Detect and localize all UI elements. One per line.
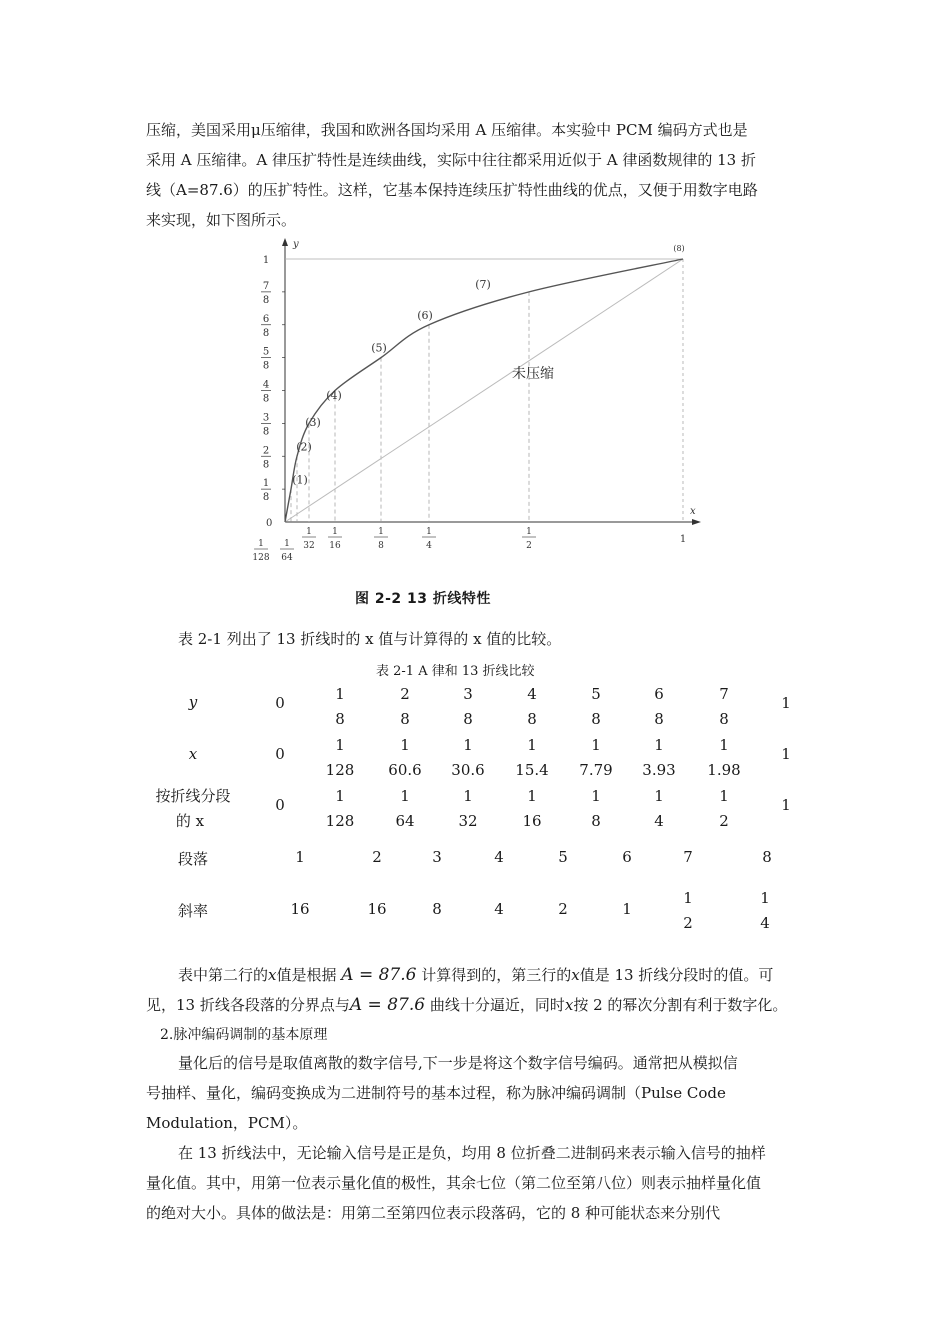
table-row-label-seg-x: 按折线分段 (155, 787, 231, 805)
y-tick-label (261, 445, 285, 470)
y-tick-den: 8 (262, 360, 270, 372)
table-slope-cell: 1 (622, 900, 632, 918)
table-segment-cell: 8 (762, 848, 772, 866)
body-paragraph-2 (146, 1138, 812, 1228)
body-paragraph-1 (146, 1048, 812, 1138)
intro-line: 线（A=87.6）的压扩特性。这样，它基本保持连续压扩特性曲线的优点，又便于用数字电路 (146, 181, 758, 199)
y-tick-den: 8 (262, 492, 270, 504)
y-tick-label (261, 347, 285, 372)
x-tick-label (280, 539, 294, 563)
table-slope-cell: 16 (290, 900, 310, 918)
table-row-label-slope: 斜率 (177, 902, 209, 920)
table-fraction-cell: 6 8 (654, 685, 664, 728)
figure-caption: 图 2-2 13 折线特性 (355, 591, 491, 607)
y-tick-label (261, 478, 285, 503)
x-tick-num: 1 (284, 539, 290, 549)
table-segment-cell: 5 (558, 848, 568, 866)
segment-label: (7) (475, 277, 491, 291)
table-slope-frac-7: 1 2 (683, 889, 693, 932)
origin-label: 0 (266, 518, 273, 529)
x-tick-den: 2 (526, 541, 532, 551)
after-table-line-2: 见，13 折线各段落的分界点与A = 87.6 曲线十分逼近，同时x按 2 的幂次分割有利于数字化。 (146, 995, 788, 1015)
x-tick-den: 4 (426, 541, 432, 551)
y-tick-label (261, 314, 285, 339)
x-end-label: 1 (679, 534, 687, 545)
uncompressed-line (285, 259, 683, 522)
y-tick-label (261, 412, 285, 437)
table-fraction-cell: 1 32 (458, 787, 478, 830)
segment-label: (4) (326, 388, 342, 402)
table-row-label-y: y (188, 693, 198, 711)
table-fraction-cell: 1 8 (591, 787, 601, 830)
table-segment-cell: 1 (295, 848, 305, 866)
table-segment-cell: 7 (683, 848, 693, 866)
chart-series (285, 259, 683, 522)
table-slope-cell: 8 (432, 900, 442, 918)
table-slope-frac-8: 1 4 (760, 889, 770, 932)
chart-x-ticks (252, 527, 686, 563)
table-slope-cell: 16 (367, 900, 387, 918)
table-row-last: 1 (781, 796, 791, 814)
intro-line: 压缩，美国采用μ压缩律，我国和欧洲各国均采用 A 压缩律。本实验中 PCM 编码方式也是 (146, 121, 748, 139)
table-fraction-cell: 1 30.6 (451, 736, 485, 779)
segment-label: (5) (371, 341, 387, 355)
section-heading: 2.脉冲编码调制的基本原理 (160, 1027, 328, 1043)
y-tick-den: 8 (262, 294, 270, 306)
segment-label: (2) (296, 440, 312, 454)
x-tick-num: 1 (332, 527, 338, 537)
y-tick-num: 4 (262, 379, 270, 391)
after-table-line-1: 表中第二行的x值是根据 A = 87.6 计算得到的，第三行的x值是 13 折线分段时的值。可 (178, 965, 774, 985)
table-segment-cell: 2 (372, 848, 382, 866)
x-tick-label (302, 527, 316, 551)
x-axis-label: x (690, 506, 696, 517)
table-row-zero: 0 (275, 694, 285, 712)
y-tick-label (261, 380, 285, 405)
table-fraction-cell: 1 1.98 (707, 736, 741, 779)
y-tick-den: 8 (262, 426, 270, 438)
x-tick-num: 1 (526, 527, 532, 537)
segment-label: (3) (305, 415, 321, 429)
table-segment-cell: 3 (432, 848, 442, 866)
x-tick-label (422, 527, 436, 551)
body-line: Modulation，PCM）。 (146, 1114, 308, 1132)
table-row-label-seg-x-2: 的 x (175, 812, 205, 830)
intro-line: 来实现，如下图所示。 (146, 211, 297, 229)
y-tick-den: 8 (262, 393, 270, 405)
table-fraction-cell: 1 3.93 (642, 736, 676, 779)
x-tick-label (374, 527, 388, 551)
x-tick-den: 8 (378, 541, 384, 551)
table-row-zero: 0 (275, 745, 285, 763)
table-slope-cell: 4 (494, 900, 504, 918)
table-segment-cell: 6 (622, 848, 632, 866)
table-fraction-cell: 5 8 (591, 685, 601, 728)
y-tick-num: 6 (262, 313, 270, 325)
table-fraction-cell: 1 128 (325, 787, 355, 830)
table-fraction-cell: 3 8 (463, 685, 473, 728)
uncompressed-annotation: 未压缩 (512, 366, 554, 382)
table-fraction-cell: 1 4 (654, 787, 664, 830)
table-segment-cell: 4 (494, 848, 504, 866)
table-intro: 表 2-1 列出了 13 折线时的 x 值与计算得的 x 值的比较。 (178, 630, 562, 648)
a-law-13-segment-chart (240, 232, 720, 572)
body-line: 的绝对大小。具体的做法是：用第二至第四位表示段落码，它的 8 种可能状态来分别代 (146, 1204, 721, 1222)
table-row-last: 1 (781, 694, 791, 712)
table-fraction-cell: 1 64 (395, 787, 415, 830)
table-fraction-cell: 7 8 (719, 685, 729, 728)
y-tick-num: 1 (262, 478, 270, 490)
x-tick-den: 128 (252, 553, 270, 563)
y-tick-label (261, 281, 285, 306)
y-tick-den: 8 (262, 327, 270, 339)
intro-paragraph (146, 115, 812, 235)
segment-label: (6) (417, 308, 433, 322)
y-top-label: 1 (262, 255, 270, 266)
y-tick-num: 2 (262, 445, 270, 457)
y-tick-num: 3 (262, 412, 270, 424)
table-fraction-cell: 1 2 (719, 787, 729, 830)
table-title: 表 2-1 A 律和 13 折线比较 (376, 664, 535, 679)
table-fraction-cell: 2 8 (400, 685, 410, 728)
table-fraction-cell: 4 8 (527, 685, 537, 728)
body-line: 量化值。其中，用第一位表示量化值的极性，其余七位（第二位至第八位）则表示抽样量化值 (146, 1174, 762, 1192)
y-tick-num: 5 (262, 346, 270, 358)
body-line: 号抽样、量化，编码变换成为二进制符号的基本过程，称为脉冲编码调制（Pulse Code (146, 1084, 726, 1102)
y-tick-den: 8 (262, 459, 270, 471)
table-row-zero: 0 (275, 796, 285, 814)
x-tick-label (328, 527, 342, 551)
table-row-label-segment: 段落 (177, 850, 209, 868)
x-tick-num: 1 (426, 527, 432, 537)
math-a-87-6: A = 87.6 (341, 965, 417, 985)
x-tick-label (252, 539, 269, 563)
x-tick-den: 32 (303, 541, 315, 551)
table-fraction-cell: 1 16 (522, 787, 542, 830)
x-axis-arrow (692, 519, 701, 525)
chart-segment-labels (292, 244, 684, 487)
table-fraction-cell: 1 128 (325, 736, 355, 779)
x-tick-label (522, 527, 536, 551)
segment-label: (8) (673, 244, 685, 253)
x-tick-den: 16 (329, 541, 341, 551)
body-line: 量化后的信号是取值离散的数字信号,下一步是将这个数字信号编码。通常把从模拟信 (178, 1054, 738, 1072)
body-line: 在 13 折线法中，无论输入信号是正是负，均用 8 位折叠二进制码来表示输入信号的抽样 (178, 1144, 766, 1162)
table-slope-cell: 2 (558, 900, 568, 918)
table-fraction-cell: 1 8 (335, 685, 345, 728)
table-row-label-x: x (188, 745, 198, 763)
table-fraction-cell: 1 7.79 (579, 736, 613, 779)
table-row-last: 1 (781, 745, 791, 763)
after-table-paragraph (146, 960, 812, 1020)
chart-y-ticks (261, 255, 285, 503)
y-axis-arrow (282, 238, 288, 246)
segment-label: (1) (292, 473, 308, 487)
intro-line: 采用 A 压缩律。A 律压扩特性是连续曲线，实际中往往都采用近似于 A 律函数规律的 13 折 (146, 151, 756, 169)
x-tick-num: 1 (378, 527, 384, 537)
x-tick-num: 1 (306, 527, 312, 537)
table-fraction-cell: 1 15.4 (515, 736, 549, 779)
x-tick-den: 64 (281, 553, 293, 563)
y-axis-label: y (293, 239, 299, 250)
x-tick-num: 1 (258, 539, 264, 549)
table-fraction-cell: 1 60.6 (388, 736, 422, 779)
y-tick-num: 7 (262, 280, 270, 292)
math-a-87-6: A = 87.6 (349, 995, 426, 1015)
